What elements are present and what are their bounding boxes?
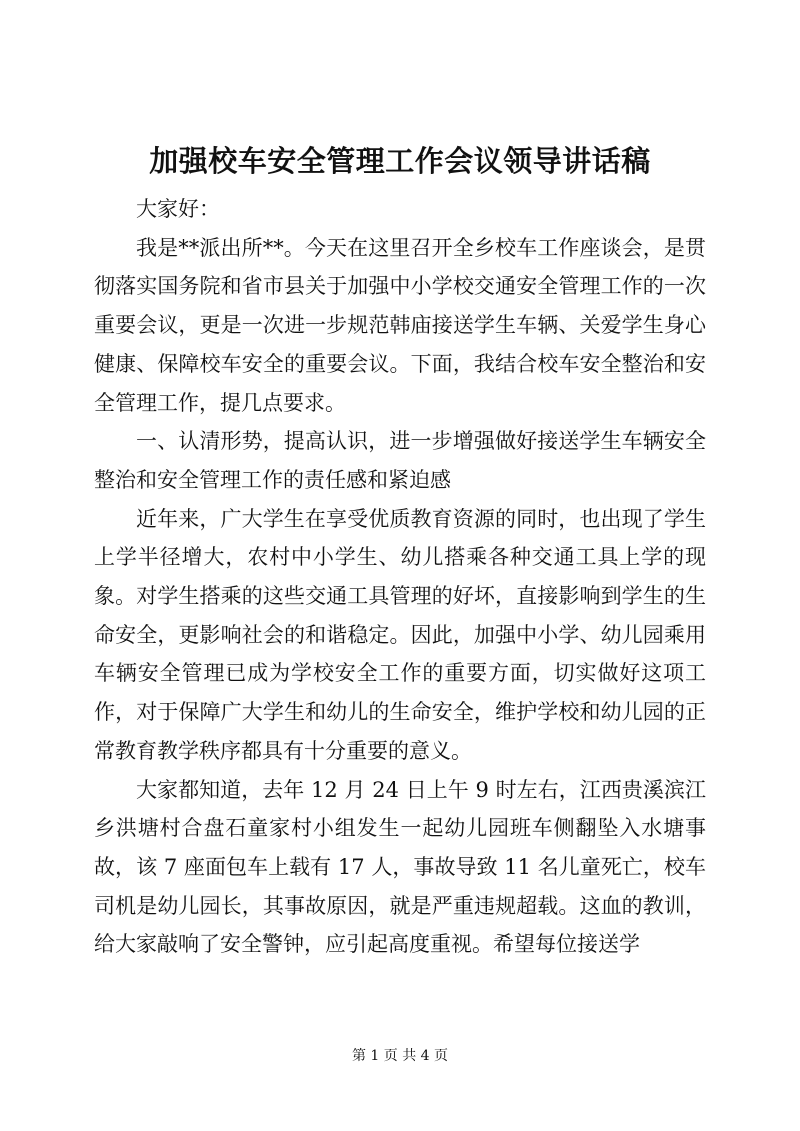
intro-paragraph: 我是**派出所**。今天在这里召开全乡校车工作座谈会，是贯彻落实国务院和省市县关于加强中小学校交通安全管理工作的一次重要会议，更是一次进一步规范韩庙接送学生车辆、关爱学生身心健康、保障校车安全的重要会议。下面，我结合校车安全整治和安全管理工作，提几点要求。 bbox=[94, 235, 706, 415]
page-number-footer: 第 1 页 共 4 页 bbox=[351, 1048, 449, 1064]
body-paragraph: 近年来，广大学生在享受优质教育资源的同时，也出现了学生上学半径增大，农村中小学生、幼儿搭乘各种交通工具上学的现象。对学生搭乘的这些交通工具管理的好坏，直接影响到学生的生命安全，更影响社会的和谐稳定。因此，加强中小学、幼儿园乘用车辆安全管理已成为学校安全工作的重要方面，切实做好这项工作，对于保障广大学生和幼儿的生命安全，维护学校和幼儿园的正常教育教学秩序都具有十分重要的意义。 bbox=[94, 506, 706, 763]
document-body bbox=[94, 190, 706, 964]
body-paragraph: 大家都知道，去年 12 月 24 日上午 9 时左右，江西贵溪滨江乡洪塘村合盘石童家村小组发生一起幼儿园班车侧翻坠入水塘事故，该 7 座面包车上载有 17 人，事故导致 11 名儿童死亡，校车司机是幼儿园长，其事故原因，就是严重违规超载。这血的教训，给大家敲响了安全警钟，应引起高度重视。希望每位接送学 bbox=[94, 777, 706, 957]
section-heading-paragraph: 一、认清形势，提高认识，进一步增强做好接送学生车辆安全整治和安全管理工作的责任感和紧迫感 bbox=[94, 429, 706, 492]
greeting-paragraph: 大家好： bbox=[136, 197, 220, 221]
document-title: 加强校车安全管理工作会议领导讲话稿 bbox=[149, 144, 651, 178]
